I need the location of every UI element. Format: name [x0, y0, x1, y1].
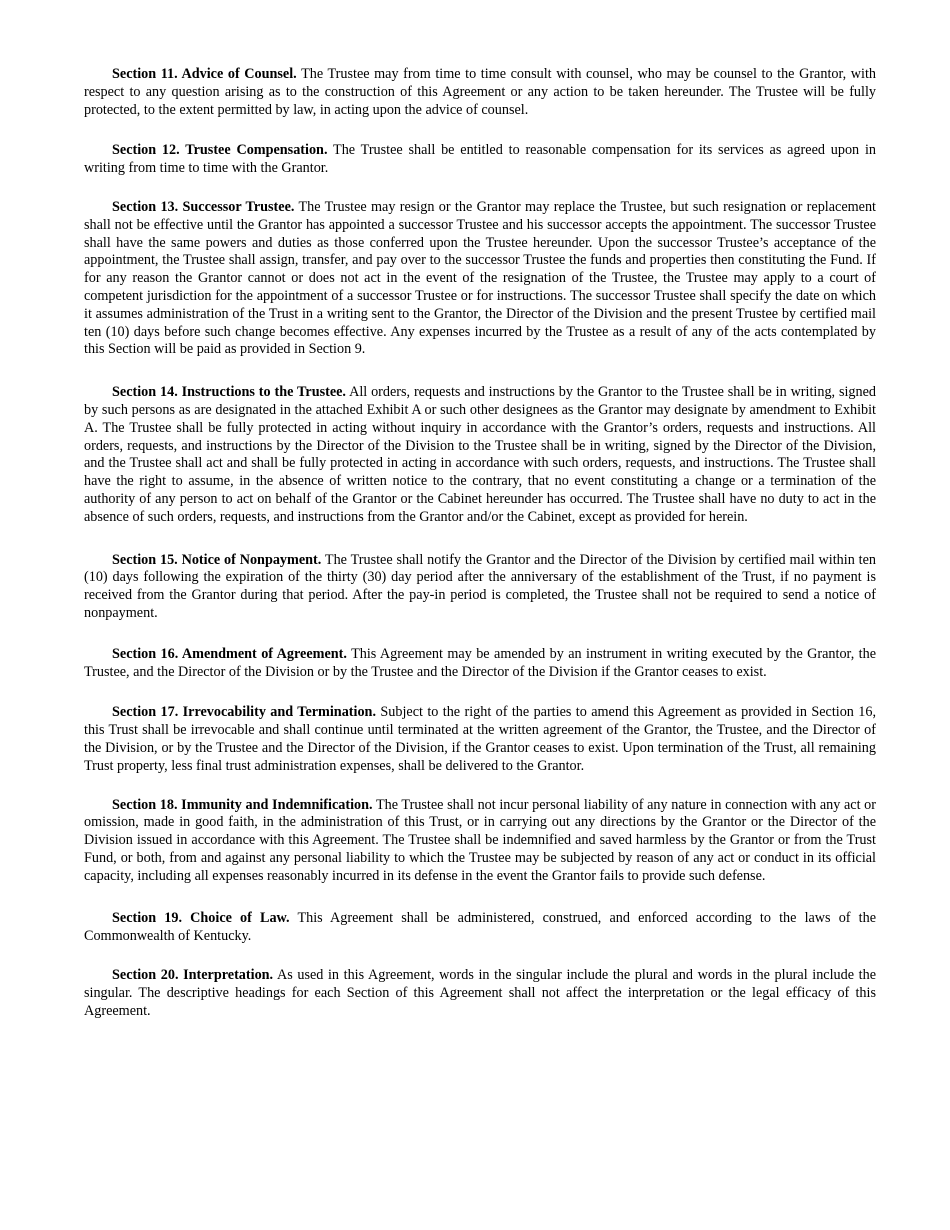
section-body: The Trustee may resign or the Grantor may replace the Trustee, but such resignation or replacement shall not be effective until the Grantor has appointed a successor Trustee and his successor accepts the appointment. The successor Trustee shall have the same powers and duties as those conferred upon the Trustee hereunder. Upon the successor Trustee’s acceptance of the appointment, the Trustee shall assign, transfer, and pay over to the successor Trustee the funds and properties then constituting the Fund. If for any reason the Grantor cannot or does not act in the event of the resignation of the Trustee, the Trustee may apply to a court of competent jurisdiction for the appointment of a successor Trustee or for instructions. The successor Trustee shall specify the date on which it assumes administration of the Trust in a writing sent to the Grantor, the Director of the Division and the present Trustee by certified mail ten (10) days before such change becomes effective. Any expenses incurred by the Trustee as a result of any of the acts contemplated by this Section will be paid as provided in Section 9.	[84, 198, 876, 358]
section-13	[84, 199, 876, 359]
document-page	[84, 66, 876, 1020]
section-body: This Agreement may be amended by an instrument in writing executed by the Grantor, the Trustee, and the Director of the Division or by the Trustee and the Director of the Division if the Grantor ceases to exist.	[84, 645, 877, 680]
section-body: The Trustee shall not incur personal liability of any nature in connection with any act or omission, made in good faith, in the administration of this Trust, or in carrying out any directions by the Grantor or the Director of the Division issued in accordance with this Agreement. The Trustee shall be indemnified and saved harmless by the Grantor or from the Trust Fund, or both, from and against any personal liability to which the Trustee may be subjected by reason of any act or conduct in its official capacity, including all expenses reasonably incurred in its defense in the event the Grantor fails to provide such defense.	[84, 796, 876, 884]
section-12	[84, 142, 876, 178]
section-body: This Agreement shall be administered, construed, and enforced according to the laws of the Commonwealth of Kentucky.	[84, 910, 876, 945]
section-body: As used in this Agreement, words in the singular include the plural and words in the plural include the singular. The descriptive headings for each Section of this Agreement shall not affect the interpretation or the legal efficacy of this Agreement.	[84, 967, 876, 1019]
section-18	[84, 797, 876, 886]
section-body: All orders, requests and instructions by the Grantor to the Trustee shall be in writing, signed by such persons as are designated in the attached Exhibit A or such other designees as the Grantor may designate by amendment to Exhibit A. The Trustee shall be fully protected in acting without inquiry in accordance with the Grantor’s orders, requests and instructions. All orders, requests, and instructions by the Director of the Division to the Trustee shall be in writing, signed by the Director of the Division, and the Trustee shall act and shall be fully protected in acting in accordance with such orders, requests, and instructions. The Trustee shall have the right to assume, in the absence of written notice to the contrary, that no event constituting a change or a termination of the authority of any person to act on behalf of the Grantor or the Cabinet hereunder has occurred. The Trustee shall have no duty to act in the absence of such orders, requests, and instructions from the Grantor and/or the Cabinet, except as provided for herein.	[84, 384, 877, 525]
section-17	[84, 704, 876, 775]
section-heading: Section 11. Advice of Counsel.	[112, 66, 297, 82]
section-body: The Trustee shall be entitled to reasonable compensation for its services as agreed upon in writing from time to time with the Grantor.	[84, 142, 876, 177]
section-heading: Section 19. Choice of Law.	[112, 910, 290, 927]
section-15	[84, 552, 876, 623]
section-body: The Trustee shall notify the Grantor and the Director of the Division by certified mail within ten (10) days following the expiration of the thirty (30) day period after the anniversary of the establishment of the Trust, if no payment is received from the Grantor during that period. After the pay-in period is completed, the Trustee shall not be required to send a notice of nonpayment.	[84, 551, 877, 621]
section-heading: Section 16. Amendment of Agreement.	[112, 645, 347, 662]
section-heading: Section 20. Interpretation.	[112, 967, 274, 984]
section-20	[84, 967, 876, 1020]
section-body: Subject to the right of the parties to amend this Agreement as provided in Section 16, this Trust shall be irrevocable and shall continue until terminated at the written agreement of the Grantor, the Trustee, and the Director of the Division, or by the Trustee and the Director of the Division, if the Grantor ceases to exist. Upon termination of the Trust, all remaining Trust property, less final trust administration expenses, shall be delivered to the Grantor.	[84, 704, 877, 774]
section-heading: Section 14. Instructions to the Trustee.	[112, 384, 346, 401]
section-heading: Section 13. Successor Trustee.	[112, 198, 295, 215]
section-body: The Trustee may from time to time consult with counsel, who may be counsel to the Grantor, with respect to any question arising as to the construction of this Agreement or any action to be taken hereunder. The Trustee will be fully protected, to the extent permitted by law, in acting upon the advice of counsel.	[84, 66, 877, 118]
section-19	[84, 910, 876, 946]
section-heading: Section 17. Irrevocability and Termination.	[112, 704, 376, 721]
section-14	[84, 384, 876, 526]
section-16	[84, 646, 876, 682]
section-heading: Section 18. Immunity and Indemnification.	[112, 796, 373, 813]
section-heading: Section 15. Notice of Nonpayment.	[112, 551, 322, 568]
section-11	[84, 66, 876, 119]
section-heading: Section 12. Trustee Compensation.	[112, 142, 328, 159]
